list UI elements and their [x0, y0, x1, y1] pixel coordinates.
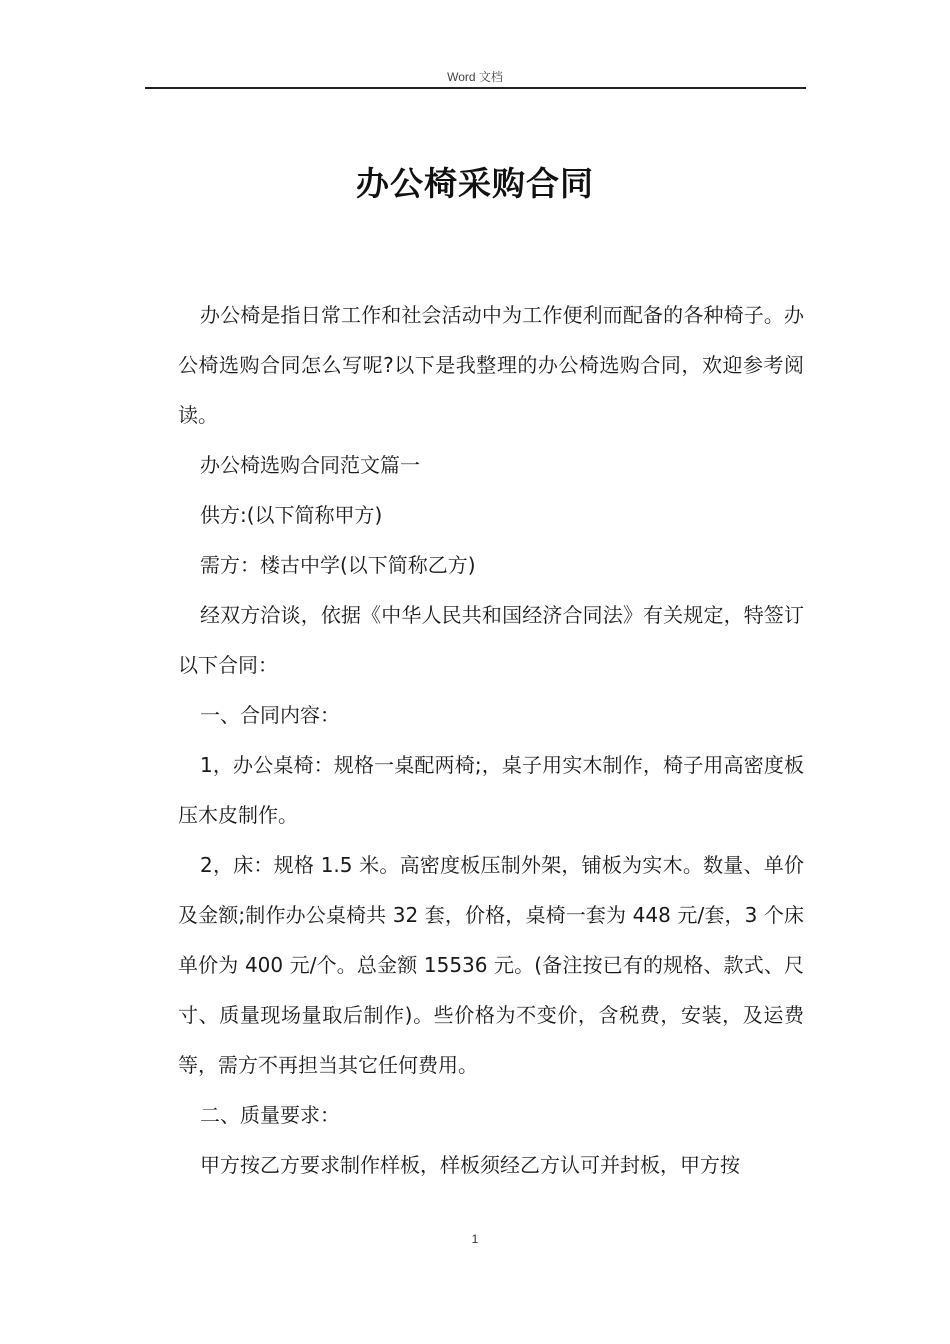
header-rule: [145, 87, 806, 89]
paragraph-clause-1-heading: 一、合同内容：: [200, 703, 340, 727]
paragraph-item-1: 1，办公桌椅：规格一桌配两椅;，桌子用实木制作，椅子用高密度板压木皮制作。: [178, 753, 804, 827]
paragraph-section-heading: 办公椅选购合同范文篇一: [200, 453, 420, 477]
paragraph-supplier: 供方:(以下简称甲方): [200, 503, 383, 527]
document-title: 办公椅采购合同: [356, 164, 594, 203]
paragraph-quality: 甲方按乙方要求制作样板，样板须经乙方认可并封板，甲方按: [200, 1153, 740, 1177]
paragraph-clause-2-heading: 二、质量要求：: [200, 1103, 340, 1127]
paragraph-buyer: 需方：楼古中学(以下简称乙方): [200, 553, 476, 577]
page-number: 1: [471, 1232, 479, 1246]
document-body: [178, 290, 804, 1190]
paragraph-intro: 办公椅是指日常工作和社会活动中为工作便利而配备的各种椅子。办公椅选购合同怎么写呢?以下是我整理的办公椅选购合同，欢迎参考阅读。: [178, 303, 804, 427]
header-label: Word 文档: [447, 70, 503, 84]
paragraph-item-2: 2，床：规格 1.5 米。高密度板压制外架，铺板为实木。数量、单价及金额;制作办公桌椅共 32 套，价格，桌椅一套为 448 元/套，3 个床单价为 400 元/个。总金额 15536 元。(备注按已有的规格、款式、尺寸、质量现场量取后制作)。些价格为不变价，含税费，安装，及运费等，需方不再担当其它任何费用。: [178, 853, 804, 1077]
paragraph-preamble: 经双方洽谈，依据《中华人民共和国经济合同法》有关规定，特签订以下合同：: [178, 603, 804, 677]
